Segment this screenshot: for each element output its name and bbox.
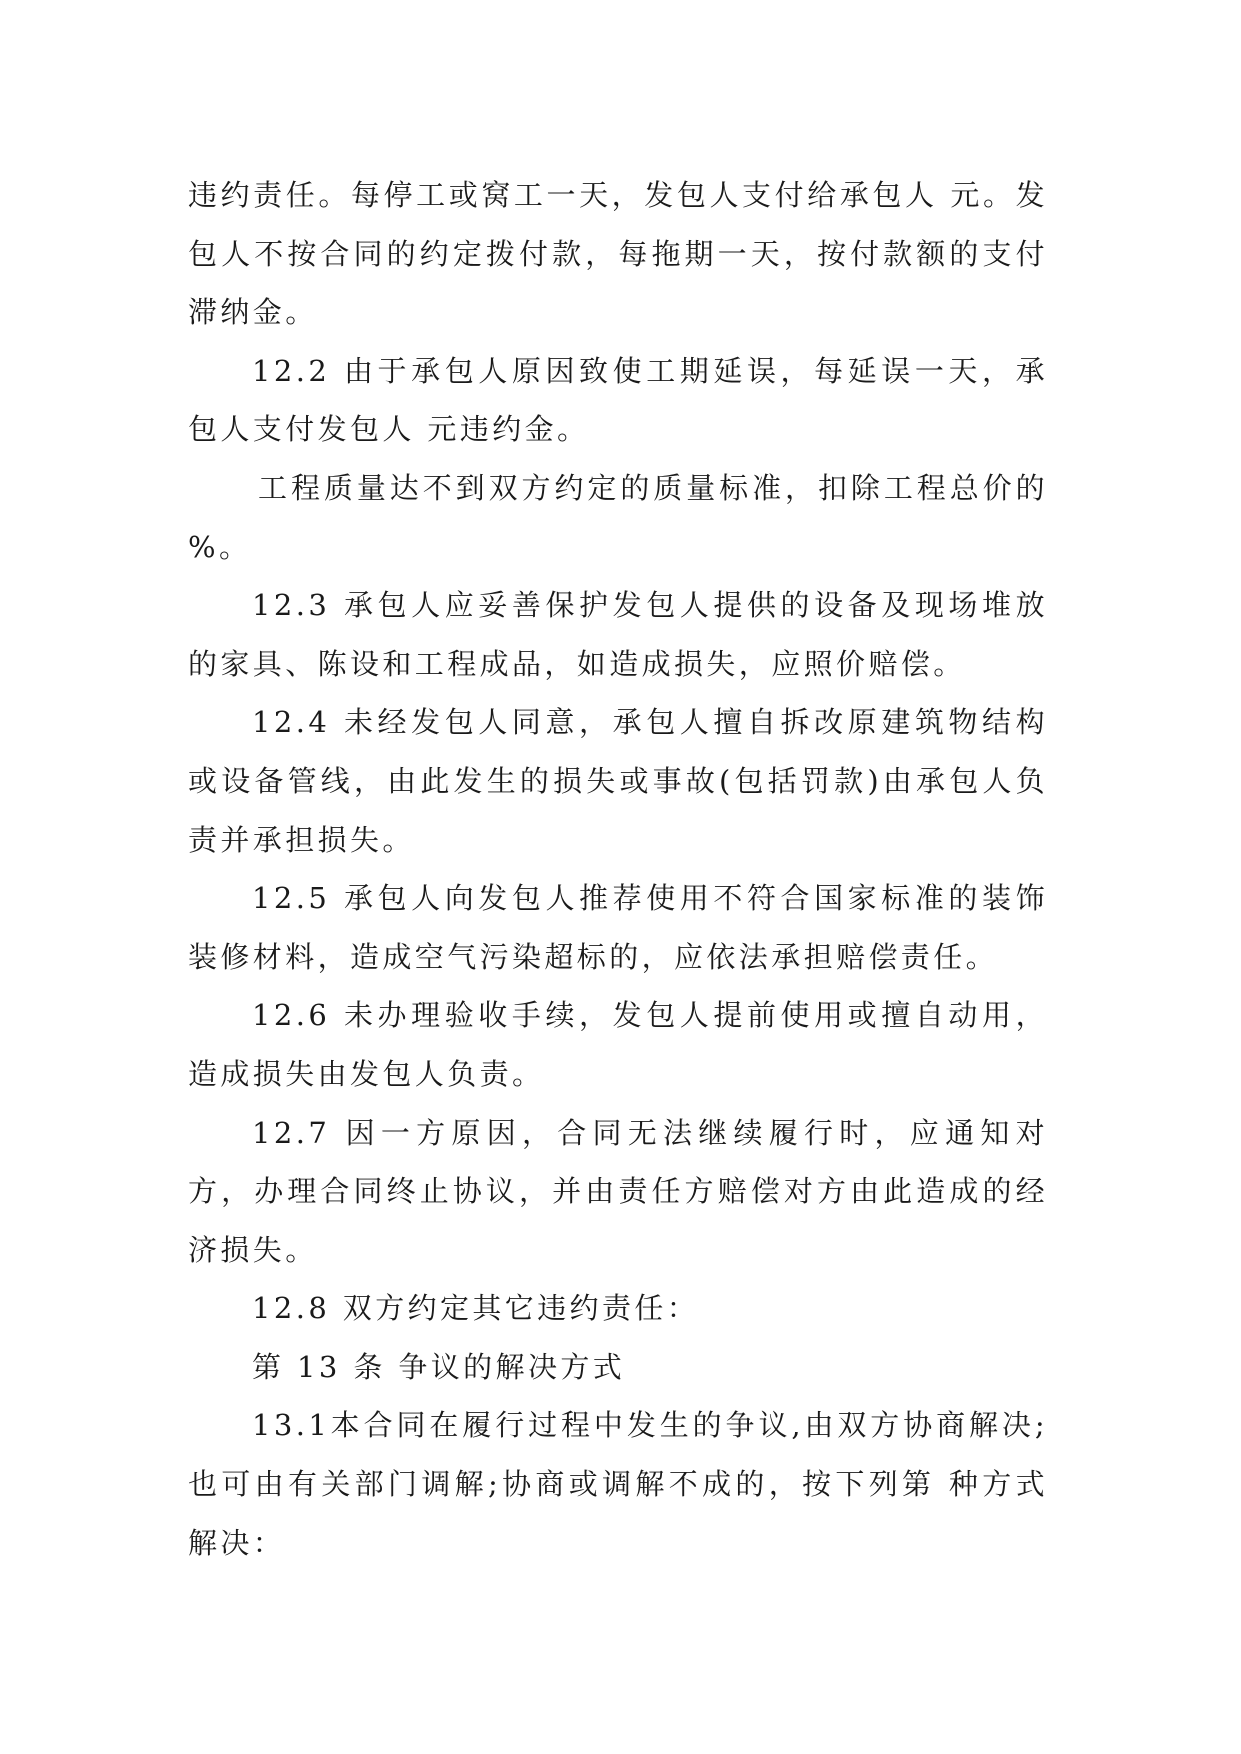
paragraph-12-2: 12.2 由于承包人原因致使工期延误，每延误一天，承包人支付发包人 元违约金。 bbox=[188, 353, 1048, 447]
paragraph-12-4: 12.4 未经发包人同意，承包人擅自拆改原建筑物结构或设备管线，由此发生的损失或事故(包括罚款)由承包人负责并承担损失。 bbox=[188, 705, 1048, 857]
paragraph-12-8: 12.8 双方约定其它违约责任： bbox=[252, 1291, 700, 1326]
paragraph-12-6: 12.6 未办理验收手续，发包人提前使用或擅自动用，造成损失由发包人负责。 bbox=[188, 998, 1048, 1091]
paragraph-13-1: 13.1本合同在履行过程中发生的争议,由双方协商解决;也可由有关部门调解;协商或调解不成的，按下列第 种方式解决： bbox=[188, 1408, 1048, 1560]
section-heading-article-13: 第 13 条 争议的解决方式 bbox=[252, 1349, 626, 1384]
paragraph-quality-deduction: 工程质量达不到双方约定的质量标准，扣除工程总价的 %。 bbox=[188, 470, 1048, 564]
paragraph-12-5: 12.5 承包人向发包人推荐使用不符合国家标准的装饰装修材料，造成空气污染超标的，应依法承担赔偿责任。 bbox=[188, 881, 1048, 974]
document-body bbox=[188, 166, 1048, 1572]
paragraph-12-7: 12.7 因一方原因，合同无法继续履行时，应通知对方，办理合同终止协议，并由责任方赔偿对方由此造成的经济损失。 bbox=[188, 1115, 1048, 1267]
paragraph-12-3: 12.3 承包人应妥善保护发包人提供的设备及现场堆放的家具、陈设和工程成品，如造成损失，应照价赔偿。 bbox=[188, 588, 1048, 681]
paragraph-violation-liability: 违约责任。每停工或窝工一天，发包人支付给承包人 元。发包人不按合同的约定拨付款，每拖期一天，按付款额的支付滞纳金。 bbox=[188, 178, 1048, 330]
